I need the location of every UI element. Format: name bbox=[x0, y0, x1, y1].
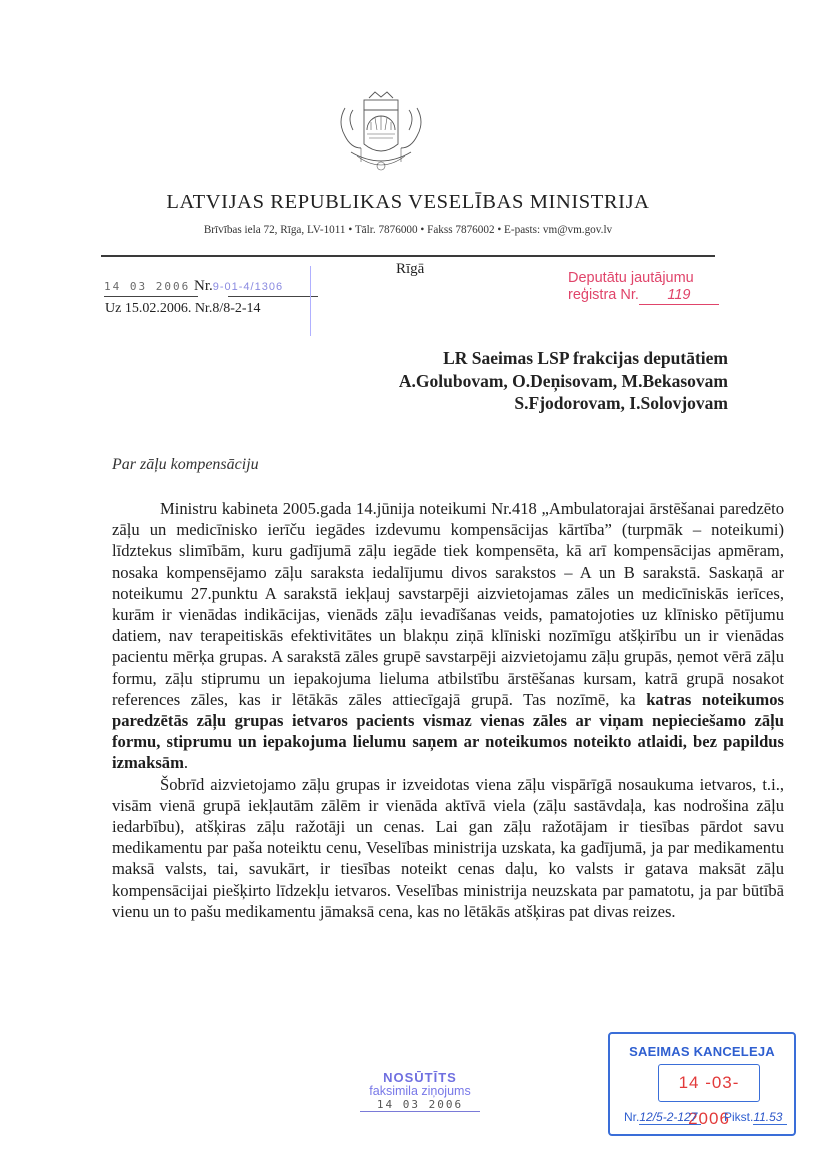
ministry-contact-address: Brīvības iela 72, Rīga, LV-1011 • Tālr. 7876000 • Fakss 7876002 • E-pasts: vm@vm.gov.lv bbox=[203, 224, 613, 236]
number-underline bbox=[228, 296, 318, 297]
latvia-coat-of-arms-icon bbox=[331, 88, 431, 176]
document-date: 14 03 2006 bbox=[104, 280, 191, 293]
letter-body bbox=[112, 498, 784, 922]
body-paragraph bbox=[112, 498, 784, 774]
pen-stroke-mark bbox=[310, 266, 311, 336]
paragraph-end: . bbox=[183, 753, 189, 773]
chancellery-stamp-pages bbox=[724, 1110, 787, 1125]
fax-stamp-date: 14 03 2006 bbox=[360, 1098, 480, 1112]
registry-stamp-label: reģistra Nr. bbox=[568, 287, 639, 303]
recipient-line: A.Golubovam, O.Deņisovam, M.Bekasovam bbox=[398, 370, 728, 391]
fax-stamp-title: NOSŪTĪTS bbox=[383, 1070, 457, 1085]
place-of-issue: Rīgā bbox=[396, 261, 425, 277]
chancellery-stamp-date: 14 -03- 2006 bbox=[658, 1064, 760, 1102]
saeima-chancellery-stamp bbox=[608, 1032, 796, 1136]
registry-stamp bbox=[568, 270, 719, 305]
letter-subject: Par zāļu kompensāciju bbox=[112, 456, 259, 473]
chancellery-pages-value: 11.53 bbox=[753, 1110, 787, 1125]
registry-stamp-title: Deputātu jautājumu bbox=[568, 270, 694, 286]
recipient-line: S.Fjodorovam, I.Solovjovam bbox=[514, 393, 728, 413]
document-number-label: Nr. bbox=[194, 278, 213, 294]
registry-stamp-number: 119 bbox=[639, 287, 719, 305]
reference-line: Uz 15.02.2006. Nr.8/8-2-14 bbox=[105, 301, 261, 316]
paragraph-text: Ministru kabineta 2005.gada 14.jūnija noteikumi Nr.418 „Ambulatorajai ārstēšanai paredzēto zāļu un medicīnisko ierīču iegādes izdevumu kompensācijas kārtība” (turpmāk – noteikumi) līdztekus slimībām, kuru gadījumā zāļu iegāde tiek kompensēta, kā arī kompensācijas apmēram, nosaka kompensējamo zāļu saraksta iedalījumu divos sarakstos – A un B sarakstā. Saskaņā ar noteikumu 27.punktu A sarakstā iekļauj savstarpēji aizvietojamas zāles un medicīniskās ierīces, kurām ir vienādas indikācijas, vienāds zāļu ievadīšanas veids, pamatojoties uz klīnisko pētījumu datiem, nav terapeitiskās efektivitātes un blakņu ziņā klīniski nozīmīgu atšķirību un ir vienādas pacientu mērķa grupas. A sarakstā zāles grupē savstarpēji aizvietojamu zāļu grupās, ņemot vērā zāļu formu, zāļu stiprumu un iepakojuma lieluma atbilstību ārstēšanas kursam, katrā grupā nosakot references zāles, kas ir lētākās zāles attiecīgajā grupā. Tas nozīmē, ka bbox=[112, 499, 784, 709]
recipients-block bbox=[399, 347, 728, 415]
chancellery-nr-label: Nr. bbox=[624, 1110, 640, 1124]
fax-stamp-subtitle: faksimila ziņojums bbox=[369, 1084, 471, 1098]
chancellery-nr-value: 12/5-2-127 bbox=[639, 1110, 701, 1125]
ministry-name-heading: LATVIJAS REPUBLIKAS VESELĪBAS MINISTRIJA bbox=[166, 191, 650, 213]
document-date-number-line bbox=[104, 278, 283, 295]
chancellery-pages-label: Pikst. bbox=[724, 1110, 754, 1124]
recipient-line: LR Saeimas LSP frakcijas deputātiem bbox=[443, 348, 728, 368]
paragraph-text: Šobrīd aizvietojamo zāļu grupas ir izveidotas viena zāļu vispārīgā nosaukuma ietvaros, t.i., visām vienā grupā iekļautām zālēm ir vienāda aktīvā viela (zāļu sastāvdaļa, kas nodrošina zāļu iedarbību), atšķiras zāļu ražotāji un cenas. Lai gan zāļu ražotājam ir tiesības pārdot savu medikamentu par paša noteiktu cenu, Veselības ministrija uzskata, ka gadījumā, ja par medikamentu maksā valsts, tai, savukārt, ir tiesības noteikt cenas daļu, ko valsts ir gatava maksāt zāļu kompensācijai piešķirto līdzekļu ietvaros. Veselības ministrija neuzskata par pamatotu, ja par būtībā vienu un to pašu medikamentu jāmaksā cena, kas no lētākās atšķiras pat divas reizes. bbox=[112, 774, 784, 921]
chancellery-stamp-number bbox=[624, 1110, 701, 1125]
document-number-value: 9-01-4/1306 bbox=[212, 281, 284, 293]
fax-sent-stamp bbox=[340, 1071, 500, 1112]
letterhead-divider bbox=[101, 255, 715, 257]
paragraph-bold-text: katras noteikumos paredzētās zāļu grupas ietvaros pacients vismaz vienas zāles ar viņam nepieciešamo zāļu formu, stiprumu un iepakojuma lielumu saņem ar noteikumos noteikto atlaidi, bez papildus izmaksām bbox=[112, 689, 784, 773]
date-underline bbox=[104, 296, 198, 297]
chancellery-stamp-title: SAEIMAS KANCELEJA bbox=[629, 1044, 775, 1059]
body-paragraph bbox=[112, 774, 784, 922]
